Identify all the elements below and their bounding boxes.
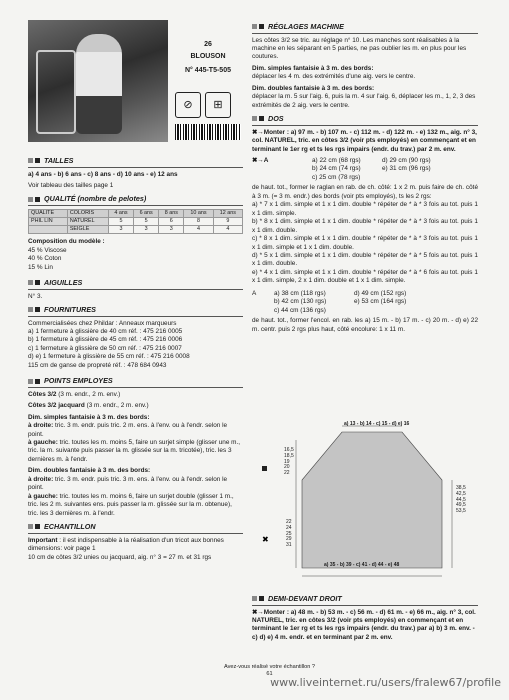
measure-label: 44,5 (456, 496, 466, 503)
dos-raglan (252, 184, 478, 285)
table-row (29, 218, 243, 226)
dos-options-2 (252, 290, 478, 315)
raglan-line: de haut. tot., former le raglan en rab. de ch. côté: 1 x 2 m. puis faire de ch. côté à 3 m. (= 3 m. endr.) des bords (voir pts employés), ts les 2 rgs: (252, 184, 478, 200)
option-item: c) 44 cm (136 rgs) (274, 306, 326, 314)
color-marker-square (262, 466, 267, 471)
dim-simples-title: Dim. simples fantaisie à 3 m. des bords: (28, 413, 150, 421)
table-cell: 3 (134, 226, 159, 234)
points-jacquard: Côtes 3/2 jacquard (3 m. endr., 2 m. env.) (28, 402, 149, 410)
raglan-line: a) * 7 x 1 dim. simple et 1 x 1 dim. double * répéter de * à * 3 fois au tot. puis 1 x 1 dim. simple. (252, 201, 478, 217)
table-cell: 8 (184, 218, 213, 226)
option-label: A (252, 289, 257, 297)
section-tailles: TAILLES (28, 156, 243, 168)
option-item: a) 38 cm (118 rgs) (274, 289, 326, 297)
option-item: e) 31 cm (96 rgs) (382, 165, 431, 173)
cross-marker-icon: ✖ (262, 535, 269, 544)
raglan-line: c) * 8 x 1 dim. simple et 1 x 1 dim. double * répéter de * à * 3 fois au tot. puis 1 x 1 dim. simple et 1 x 1 dim. double. (252, 235, 478, 251)
option-item: d) 49 cm (152 rgs) (354, 289, 407, 297)
measure-label: 24 (286, 524, 292, 531)
pattern-ref: N° 445-T5-505 (185, 67, 231, 75)
table-cell: 5 (134, 218, 159, 226)
dim-doubles-droite: à droite: tric. 3 m. endr. puis tric. 3 m. ens. à l'env. ou à l'endr. selon le point. (28, 475, 228, 492)
fournitures-line: 115 cm de ganse de propreté réf. : 478 684 0943 (28, 361, 167, 369)
measure-label: 31 (286, 542, 292, 548)
raglan-line: e) * 4 x 1 dim. simple et 1 x 1 dim. double * répéter de * à * 6 fois au tot. puis 1 x 1 dim. simple, 2 x 1 dim. double et 1 x 1 dim. simple. (252, 268, 478, 285)
table-cell: 10 ans (184, 209, 213, 217)
option-label: ✖→A (252, 156, 269, 164)
dim-doubles-gauche: à gauche: tric. toutes les m. moins 6, faire un surjet double (glisser 1 m., tric. les 2 m. suivantes ens. puis passer la m. glissée sur la m. obtenue), tric. les 3 dernières m. à l'endr. (28, 492, 234, 517)
diagram-left-lower (286, 520, 292, 549)
composition-line: 40 % Coton (28, 255, 62, 263)
composition-title: Composition du modèle : (28, 238, 105, 246)
pattern-number: 26 (204, 41, 212, 48)
section-reglages: RÉGLAGES MACHINE (252, 22, 478, 34)
barcode (175, 124, 241, 140)
table-cell: 4 ans (108, 209, 133, 217)
measure-label: 22 (284, 470, 290, 476)
dos-intro: ✖→Monter : a) 97 m. - b) 107 m. - c) 112 m. - d) 122 m. - e) 132 m., aig. n° 3, col. NATUREL, tric. en côtes 3/2 (voir pts employés) en commençant et en terminant le 1er rg et ts les rgs impairs (endr. du trav.) par 2 m. env. (252, 128, 477, 153)
table-header-row (29, 209, 243, 217)
section-demi-devant: DEMI-DEVANT DROIT (252, 594, 478, 606)
dim-simples-gauche: à gauche: tric. toutes les m. moins 5, faire un surjet simple (glisser une m., tric. la m. suivante puis passer la m. glissée sur la m. tricotée), tric. les 3 dernières m. à l'endr. (28, 439, 241, 463)
dim-doubles-title: Dim. doubles fantaisie à 3 m. des bords: (28, 467, 151, 475)
table-cell: 5 (108, 218, 133, 226)
footer-question: Avez-vous réalisé votre échantillon ? (224, 664, 315, 670)
table-cell: 3 (108, 226, 133, 234)
section-fournitures: FOURNITURES (28, 305, 243, 317)
measure-label: 38,5 (456, 485, 466, 491)
left-sections (28, 152, 243, 565)
table-cell (29, 226, 68, 234)
option-item: a) 22 cm (68 rgs) (312, 156, 361, 164)
option-item: e) 53 cm (164 rgs) (354, 298, 407, 306)
measure-label: 18,5 (284, 452, 294, 459)
photo-child (76, 34, 122, 134)
demi-devant-text: ✖→Monter : a) 48 m. - b) 53 m. - c) 56 m. - d) 61 m. - e) 66 m., aig. n° 3, col. NATUREL, tric. en côtes 3/2 (voir pts employés) en commençant et en terminant le 1er rg et ts les rgs impairs (endr. du trav.) par a) b) 3 m. env. - c) d) e) 4 m. endr. et en terminant par 2 m. env. (252, 608, 476, 641)
table-cell: 3 (159, 226, 184, 234)
table-cell: 4 (213, 226, 242, 234)
pattern-info (173, 40, 243, 76)
section-dos: DOS (252, 114, 478, 126)
measure-label: 25 (286, 530, 292, 537)
option-item: b) 24 cm (74 rgs) (312, 165, 361, 173)
table-cell: QUALITE (29, 209, 68, 217)
table-cell: 6 ans (134, 209, 159, 217)
dos-end: de haut. tot., former l'encol. en rab. les a) 15 m. - b) 17 m. - c) 20 m. - d) e) 22 m. centr. puis 2 rgs plus haut, côté encolure: 1 x 11 m. (252, 317, 478, 333)
composition-line: 45 % Viscose (28, 246, 67, 254)
diagram-left-upper (284, 448, 294, 477)
fournitures-line: c) 1 fermeture à glissière de 50 cm réf. : 475 216 0007 (28, 344, 182, 352)
reglages-text: Les côtes 3/2 se tric. au réglage n° 10. Les manches sont réalisables à la machine en les séparant en 5 parties, ne pas oublier les m. en plus pour les coutures. (252, 36, 467, 61)
table-cell: SEIGLE (67, 226, 108, 234)
points-cotes: Côtes 3/2 (3 m. endr., 2 m. env.) (28, 390, 121, 398)
table-cell: NATUREL (67, 218, 108, 226)
table-cell: 9 (213, 218, 242, 226)
reglages-simples-text: déplacer les 4 m. des extrémités d'une aig. vers le centre. (252, 73, 416, 81)
table-cell: 4 (184, 226, 213, 234)
diagram-bottom-label: a) 35 - b) 39 - c) 41 - d) 44 - e) 48 (324, 562, 400, 568)
table-cell: 12 ans (213, 209, 242, 217)
reglages-doubles-text: déplacer la m. 5 sur l'aig. 6, puis la m. 4 sur l'aig. 6, déplacer les m., 1, 2, 3 des extrémités de 2 aig. vers le centre. (252, 93, 476, 109)
table-cell: COLORIS (67, 209, 108, 217)
fournitures-line: a) 1 fermeture à glissière de 40 cm réf. : 475 216 0005 (28, 328, 183, 335)
measure-label: 22 (286, 519, 292, 525)
table-cell: 6 (159, 218, 184, 226)
section-qualite: QUALITÉ (nombre de pelotes) (28, 194, 243, 206)
photo-chair (36, 50, 76, 134)
section-points: POINTS EMPLOYES (28, 376, 243, 388)
raglan-line: d) * 5 x 1 dim. simple et 1 x 1 dim. double * répéter de * à * 5 fois au tot. puis 1 x 1 dim. double. (252, 251, 478, 268)
dim-simples-droite: à droite: tric. 3 m. endr. puis tric. 2 m. ens. à l'env. ou à l'endr. selon le point. (28, 422, 228, 438)
measure-label: 19 (284, 458, 290, 465)
right-column (252, 22, 478, 337)
measure-label: 42,5 (456, 490, 466, 497)
pattern-name: BLOUSON (190, 53, 226, 61)
composition-line: 15 % Lin (28, 263, 53, 271)
option-item: b) 42 cm (130 rgs) (274, 298, 327, 306)
measure-label: 49,5 (456, 502, 466, 509)
fournitures-line: Commercialisées chez Phildar : Anneaux marqueurs (28, 319, 177, 327)
page-number: 61 (266, 671, 273, 678)
model-photo (28, 20, 168, 142)
option-item: c) 25 cm (78 rgs) (312, 173, 361, 181)
watermark: www.liveinternet.ru/users/fralew67/profile (270, 676, 501, 689)
measure-label: 16,5 (284, 447, 294, 453)
aiguilles-text: N° 3. (28, 292, 43, 300)
diagram-top-label: a) 13 - b) 14 - c) 15 - d) e) 16 (344, 421, 410, 427)
tailles-text: a) 4 ans - b) 6 ans - c) 8 ans - d) 10 ans - e) 12 ans (28, 170, 178, 178)
reglages-simples-title: Dim. simples fantaisie à 3 m. des bords: (252, 64, 374, 72)
echantillon-important: Important : il est indispensable à la réalisation d'un tricot aux bonnes dimensions: voir page 1 (28, 536, 224, 553)
back-piece-shape (302, 432, 442, 568)
dos-options-1 (252, 157, 478, 182)
table-cell: PHIL LIN (29, 218, 68, 226)
section-echantillon: ECHANTILLON (28, 522, 243, 534)
qualite-table (28, 209, 243, 234)
measure-label: 29 (286, 536, 292, 543)
knitting-machine-icon: ⊞ (205, 92, 231, 118)
fournitures-line: d) e) 1 fermeture à glissière de 55 cm réf. : 475 216 0008 (28, 353, 190, 361)
difficulty-icons (175, 92, 231, 118)
raglan-line: b) * 8 x 1 dim. simple et 1 x 1 dim. double * répéter de * à * 3 fois au tot. puis 1 x 1 dim. double. (252, 218, 478, 234)
fournitures-line: b) 1 fermeture à glissière de 45 cm réf. : 475 216 0006 (28, 336, 183, 344)
yarn-ball-icon: ⊘ (175, 92, 201, 118)
measure-label: 20 (284, 464, 290, 471)
echantillon-line: 10 cm de côtes 3/2 unies ou jacquard, aig. n° 3 = 27 m. et 31 rgs (28, 553, 212, 561)
section-aiguilles: AIGUILLES (28, 278, 243, 290)
option-item: d) 29 cm (90 rgs) (382, 156, 431, 164)
reglages-doubles-title: Dim. doubles fantaisie à 3 m. des bords: (252, 84, 375, 92)
demi-devant-block (252, 594, 478, 645)
diagram-right (456, 486, 466, 515)
measure-label: 53,5 (456, 508, 466, 514)
table-cell: 8 ans (159, 209, 184, 217)
tailles-note: Voir tableau des tailles page 1 (28, 181, 114, 189)
table-row (29, 226, 243, 234)
back-schematic (252, 420, 478, 592)
